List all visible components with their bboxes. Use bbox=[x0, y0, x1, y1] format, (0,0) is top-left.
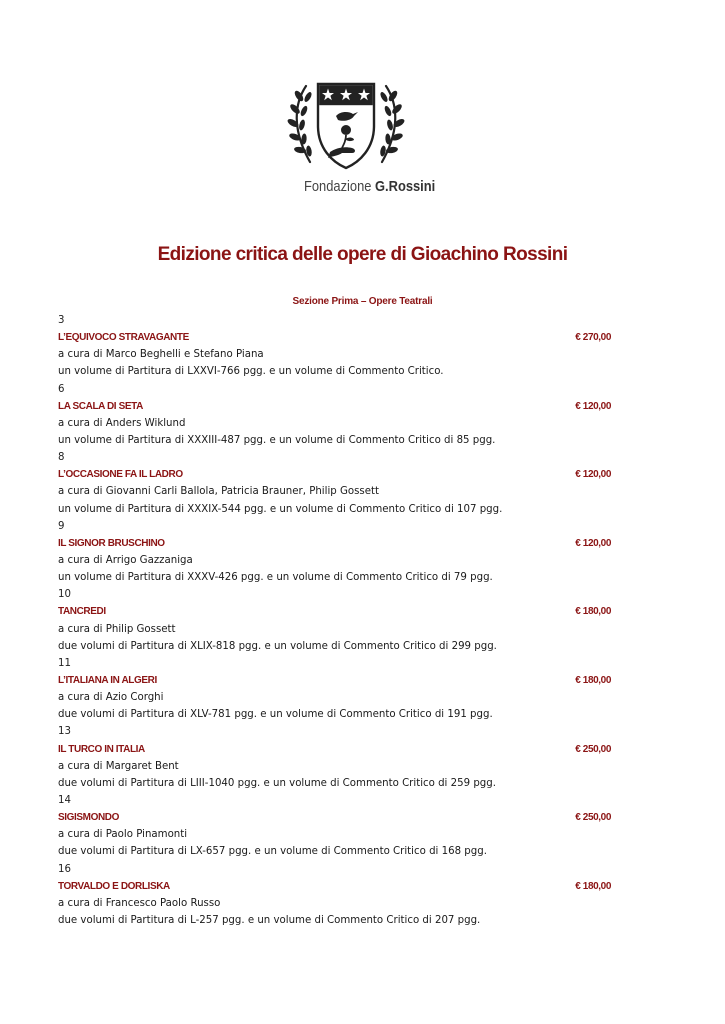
crest-emblem bbox=[286, 82, 406, 172]
entry-title-row bbox=[58, 741, 614, 758]
entry-price: € 180,00 bbox=[575, 674, 611, 686]
entry-title: TANCREDI bbox=[58, 606, 106, 618]
entry-title-row bbox=[58, 809, 614, 826]
entry-title-row bbox=[58, 603, 614, 620]
catalog-entry bbox=[58, 586, 614, 655]
entry-title: L’OCCASIONE FA IL LADRO bbox=[58, 469, 183, 481]
entry-title: SIGISMONDO bbox=[58, 812, 120, 824]
entry-title: L’EQUIVOCO STRAVAGANTE bbox=[58, 332, 189, 344]
entry-number: 14 bbox=[58, 794, 71, 806]
entry-title-row bbox=[58, 535, 614, 552]
entry-price: € 120,00 bbox=[575, 400, 611, 412]
entry-description: due volumi di Partitura di XLIX-818 pgg. e un volume di Commento Critico di 299 pgg. bbox=[58, 640, 497, 652]
entry-number: 11 bbox=[58, 657, 71, 669]
entry-title-row bbox=[58, 398, 614, 415]
entry-description: un volume di Partitura di XXXIII-487 pgg. e un volume di Commento Critico di 85 pgg. bbox=[58, 434, 496, 446]
entry-description: un volume di Partitura di LXXVI-766 pgg. e un volume di Commento Critico. bbox=[58, 366, 444, 378]
entry-editors: a cura di Francesco Paolo Russo bbox=[58, 897, 221, 909]
entry-number: 3 bbox=[58, 315, 65, 326]
entry-price: € 250,00 bbox=[575, 812, 611, 824]
entry-editors: a cura di Arrigo Gazzaniga bbox=[58, 554, 193, 566]
entry-description: due volumi di Partitura di LIII-1040 pgg. e un volume di Commento Critico di 259 pgg. bbox=[58, 777, 496, 789]
entry-price: € 180,00 bbox=[575, 606, 611, 618]
entry-title: LA SCALA DI SETA bbox=[58, 400, 143, 412]
entry-description: due volumi di Partitura di LX-657 pgg. e un volume di Commento Critico di 168 pgg. bbox=[58, 846, 487, 858]
entry-number: 9 bbox=[58, 520, 65, 532]
catalog-entry bbox=[58, 381, 614, 450]
entry-title-row bbox=[58, 466, 614, 483]
entry-title: IL TURCO IN ITALIA bbox=[58, 743, 145, 755]
catalog-entry bbox=[58, 723, 614, 792]
entry-price: € 180,00 bbox=[575, 880, 611, 892]
entry-editors: a cura di Marco Beghelli e Stefano Piana bbox=[58, 349, 264, 361]
entry-editors: a cura di Azio Corghi bbox=[58, 692, 164, 704]
entry-description: due volumi di Partitura di XLV-781 pgg. e un volume di Commento Critico di 191 pgg. bbox=[58, 709, 493, 721]
entry-price: € 270,00 bbox=[575, 332, 611, 344]
catalog-entry bbox=[58, 518, 614, 587]
foundation-name-regular: Fondazione bbox=[304, 178, 376, 195]
foundation-logo bbox=[278, 82, 446, 200]
document-title: Edizione critica delle opere di Gioachino Rossini bbox=[157, 244, 568, 265]
entry-editors: a cura di Giovanni Carli Ballola, Patricia Brauner, Philip Gossett bbox=[58, 486, 379, 498]
entry-price: € 120,00 bbox=[575, 469, 611, 481]
entry-number: 16 bbox=[58, 863, 71, 875]
catalog-entry bbox=[58, 792, 614, 861]
entry-description: due volumi di Partitura di L-257 pgg. e un volume di Commento Critico di 207 pgg. bbox=[58, 914, 481, 926]
entry-title-row bbox=[58, 329, 614, 346]
entry-number: 10 bbox=[58, 589, 71, 601]
entry-number: 13 bbox=[58, 726, 71, 738]
entry-editors: a cura di Paolo Pinamonti bbox=[58, 829, 188, 841]
entry-description: un volume di Partitura di XXXV-426 pgg. e un volume di Commento Critico di 79 pgg. bbox=[58, 572, 493, 584]
entry-title: L’ITALIANA IN ALGERI bbox=[58, 674, 157, 686]
entry-price: € 250,00 bbox=[575, 743, 611, 755]
entry-title: TORVALDO E DORLISKA bbox=[58, 880, 170, 892]
catalog-entry bbox=[58, 861, 614, 930]
shield-icon bbox=[318, 84, 374, 168]
catalog-entry bbox=[58, 449, 614, 518]
entry-editors: a cura di Philip Gossett bbox=[58, 623, 176, 635]
foundation-name-bold: G.Rossini bbox=[375, 178, 436, 195]
foundation-name bbox=[304, 178, 435, 195]
entry-description: un volume di Partitura di XXXIX-544 pgg. e un volume di Commento Critico di 107 pgg. bbox=[58, 503, 503, 515]
section-title: Sezione Prima – Opere Teatrali bbox=[292, 296, 433, 307]
entry-editors: a cura di Margaret Bent bbox=[58, 760, 179, 772]
entry-title-row bbox=[58, 672, 614, 689]
catalog-entry bbox=[58, 312, 614, 381]
catalog-entry bbox=[58, 655, 614, 724]
entry-title: IL SIGNOR BRUSCHINO bbox=[58, 537, 165, 549]
entry-editors: a cura di Anders Wiklund bbox=[58, 417, 186, 429]
catalog-list bbox=[58, 312, 614, 929]
entry-number: 8 bbox=[58, 452, 65, 464]
entry-number: 6 bbox=[58, 383, 65, 395]
entry-title-row bbox=[58, 878, 614, 895]
entry-price: € 120,00 bbox=[575, 537, 611, 549]
